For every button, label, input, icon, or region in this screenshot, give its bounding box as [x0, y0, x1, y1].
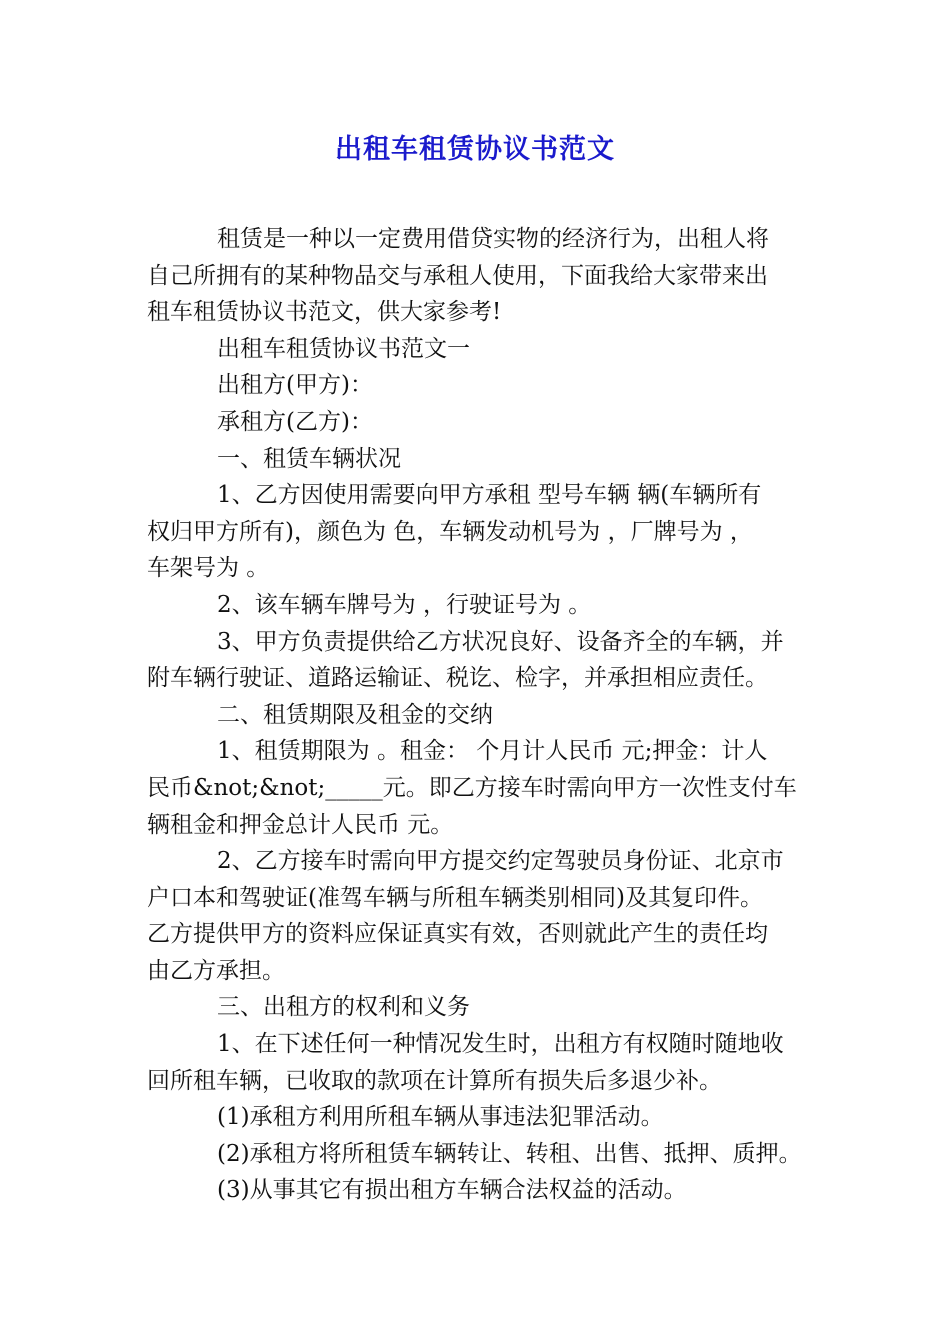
- paragraph-line: 3、甲方负责提供给乙方状况良好、设备齐全的车辆，并: [217, 628, 784, 655]
- paragraph-line: 乙方提供甲方的资料应保证真实有效，否则就此产生的责任均: [147, 921, 768, 948]
- paragraph-line: 车架号为 。: [147, 555, 270, 582]
- paragraph-line: 出租车租赁协议书范文一: [217, 335, 470, 362]
- paragraph-line: 民币&not;&not;_____元。即乙方接车时需向甲方一次性支付车: [147, 774, 797, 801]
- paragraph: [147, 1136, 807, 1173]
- paragraph: [147, 331, 807, 368]
- paragraph-line: 三、出租方的权利和义务: [217, 994, 470, 1021]
- paragraph: [147, 989, 807, 1026]
- paragraph-line: 自己所拥有的某种物品交与承租人使用，下面我给大家带来出: [147, 262, 768, 289]
- paragraph: [147, 441, 807, 478]
- paragraph: [147, 1172, 807, 1209]
- paragraph-line: 二、租赁期限及租金的交纳: [217, 701, 493, 728]
- document-title: 出租车租赁协议书范文: [335, 134, 615, 165]
- paragraph: [147, 587, 807, 624]
- paragraph-line: (1)承租方利用所租车辆从事违法犯罪活动。: [217, 1104, 664, 1131]
- paragraph-line: 2、乙方接车时需向甲方提交约定驾驶员身份证、北京市: [217, 848, 784, 875]
- paragraph-line: 1、租赁期限为 。租金： 个月计人民币 元;押金：计人: [217, 738, 768, 765]
- paragraph-line: 承租方(乙方)：: [217, 408, 373, 435]
- paragraph: [147, 221, 807, 331]
- document-body: [147, 221, 807, 1209]
- paragraph-line: 1、乙方因使用需要向甲方承租 型号车辆 辆(车辆所有: [217, 482, 762, 509]
- paragraph-line: 户口本和驾驶证(准驾车辆与所租车辆类别相同)及其复印件。: [147, 884, 763, 911]
- paragraph-line: 由乙方承担。: [147, 957, 285, 984]
- paragraph-line: 1、在下述任何一种情况发生时，出租方有权随时随地收: [217, 1031, 784, 1058]
- paragraph: [147, 1026, 807, 1099]
- paragraph-line: (3)从事其它有损出租方车辆合法权益的活动。: [217, 1177, 687, 1204]
- paragraph-line: 权归甲方所有)，颜色为 色，车辆发动机号为 ，厂牌号为 ，: [147, 518, 753, 545]
- paragraph: [147, 404, 807, 441]
- paragraph-line: 租赁是一种以一定费用借贷实物的经济行为，出租人将: [217, 226, 769, 252]
- paragraph-line: 辆租金和押金总计人民币 元。: [147, 811, 454, 838]
- paragraph: [147, 697, 807, 734]
- paragraph: [147, 733, 807, 843]
- paragraph-line: 出租方(甲方)：: [217, 372, 373, 399]
- paragraph: [147, 1099, 807, 1136]
- paragraph: [147, 367, 807, 404]
- paragraph-line: 2、该车辆车牌号为 ，行驶证号为 。: [217, 591, 592, 618]
- paragraph-line: 租车租赁协议书范文，供大家参考!: [147, 299, 502, 326]
- paragraph: [147, 477, 807, 587]
- paragraph: [147, 624, 807, 697]
- paragraph-line: 回所租车辆，已收取的款项在计算所有损失后多退少补。: [147, 1067, 722, 1094]
- paragraph-line: 一、租赁车辆状况: [217, 445, 401, 472]
- paragraph: [147, 843, 807, 989]
- paragraph-line: (2)承租方将所租赁车辆转让、转租、出售、抵押、质押。: [217, 1140, 802, 1167]
- paragraph-line: 附车辆行驶证、道路运输证、税讫、检字，并承担相应责任。: [147, 665, 768, 692]
